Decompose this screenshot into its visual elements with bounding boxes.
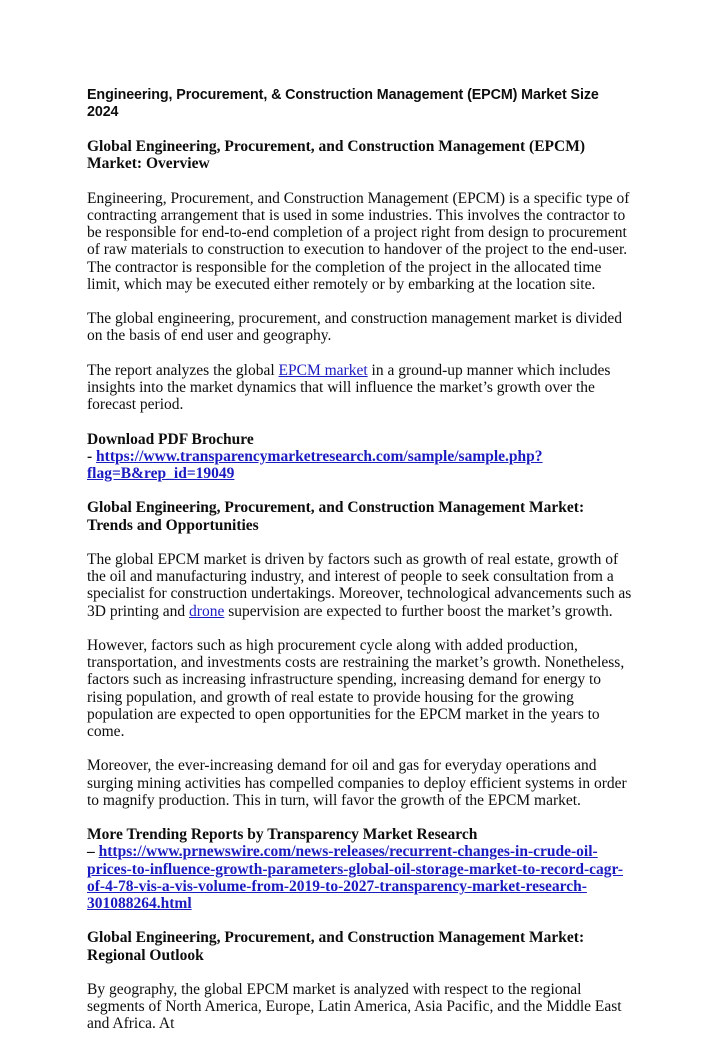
market-restraints-paragraph [87, 637, 633, 740]
sample-brochure-link[interactable]: https://www.transparencymarketresearch.com/sample/sample.php?flag=B&rep_id=19049 [87, 447, 543, 482]
overview-heading [87, 138, 633, 172]
overview-paragraph [87, 190, 633, 293]
text-run: However, factors such as high procurement cycle along with added production, transportation, and investments costs are restraining the market’s growth. Nonetheless, factors such as increasing infrastructure spending, increasing demand for energy to rising population, and growth of real estate to provide housing for the growing population are expected to open opportunities for the EPCM market in the years to come. [87, 636, 625, 740]
document-content [87, 87, 633, 1050]
text-run: By geography, the global EPCM market is analyzed with respect to the regional segments of North America, Europe, Latin America, Asia Pacific, and the Middle East and Africa. At [87, 980, 622, 1033]
drone-link[interactable]: drone [189, 602, 225, 620]
market-division-paragraph [87, 310, 633, 344]
trends-opportunities-heading [87, 499, 633, 533]
text-run: - [87, 447, 97, 465]
text-run: Global Engineering, Procurement, and Construction Management Market: Trends and Opportunities [87, 499, 585, 534]
text-run: Engineering, Procurement, and Construction Management (EPCM) is a specific type of contracting arrangement that is used in some industries. This involves the contractor to be responsible for end-to-end completion of a project right from design to procurement of raw materials to construction to execution to handover of the project to the end-user. The contractor is responsible for the completion of the project in the allocated time limit, which may be executed either remotely or by embarking at the location site. [87, 189, 630, 293]
regional-outlook-heading [87, 929, 633, 963]
text-run: Global Engineering, Procurement, and Construction Management Market: Regional Outlook [87, 929, 585, 964]
text-run: in a ground-up manner which includes insights into the market dynamics that will influence the market’s growth over the forecast period. [87, 361, 611, 414]
download-brochure-link-line [87, 448, 633, 482]
more-reports-heading [87, 826, 633, 843]
epcm-market-link[interactable]: EPCM market [278, 361, 368, 379]
text-run: Global Engineering, Procurement, and Construction Management (EPCM) Market: Overview [87, 138, 585, 173]
text-run: Download PDF Brochure [87, 430, 254, 448]
text-run: Engineering, Procurement, & Construction Management (EPCM) Market Size 2024 [87, 87, 599, 120]
download-brochure-heading [87, 431, 633, 448]
text-run: Moreover, the ever-increasing demand for oil and gas for everyday operations and surging mining activities has compelled companies to deploy efficient systems in order to magnify production. This in turn, will favor the growth of the EPCM market. [87, 757, 627, 809]
prnewswire-link[interactable]: https://www.prnewswire.com/news-releases/recurrent-changes-in-crude-oil-prices-to-influence-growth-parameters-global-oil-storage-market-to-record-cagr-of-4-78-vis-a-vis-volume-from-2019-to-2027-transparency-market-research-301088264.html [87, 843, 623, 912]
market-drivers-paragraph [87, 551, 633, 620]
text-run: The global EPCM market is driven by factors such as growth of real estate, growth of the oil and manufacturing industry, and interest of people to seek consultation from a specialist for construction undertakings. Moreover, technological advancements such as 3D printing and [87, 550, 632, 620]
regional-outlook-paragraph [87, 981, 633, 1033]
doc-title [87, 87, 633, 121]
text-run: The global engineering, procurement, and construction management market is divided on the basis of end user and geography. [87, 310, 623, 345]
text-run: The report analyzes the global [87, 361, 279, 379]
oil-gas-demand-paragraph [87, 757, 633, 809]
text-run: – [87, 843, 99, 861]
text-run: More Trending Reports by Transparency Market Research [87, 826, 478, 844]
more-reports-link-line [87, 843, 633, 912]
text-run: supervision are expected to further boost the market’s growth. [224, 602, 613, 620]
report-analysis-paragraph [87, 362, 633, 414]
